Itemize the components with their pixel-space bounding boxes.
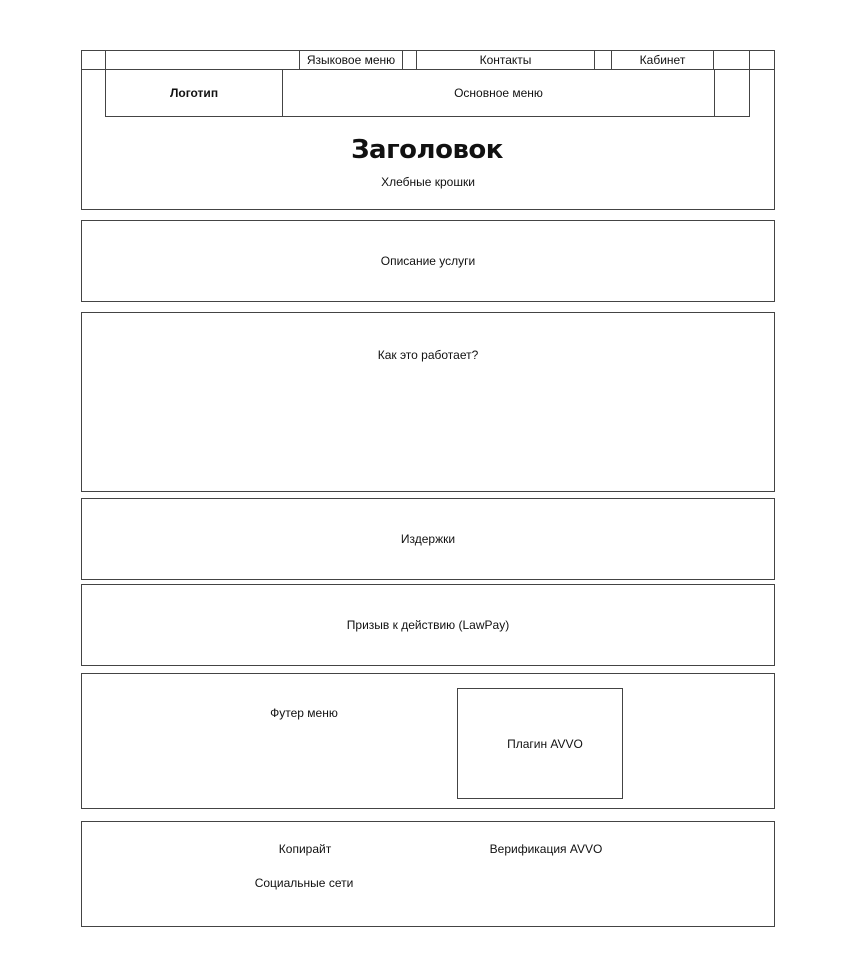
- copyright-label: Копирайт: [278, 842, 332, 856]
- call-to-action-label: Призыв к действию (LawPay): [346, 618, 510, 632]
- contacts-label: Контакты: [479, 53, 532, 67]
- how-it-works-section: [81, 312, 775, 492]
- logo[interactable]: [105, 69, 283, 117]
- cabinet-label: Кабинет: [639, 53, 686, 67]
- avvo-plugin[interactable]: [457, 688, 623, 799]
- top-bar-divider: [105, 50, 106, 70]
- service-description-label: Описание услуги: [380, 254, 476, 268]
- language-menu[interactable]: [299, 50, 403, 70]
- logo-label: Логотип: [169, 86, 219, 100]
- breadcrumbs[interactable]: Хлебные крошки: [381, 175, 475, 189]
- social-networks[interactable]: Социальные сети: [254, 876, 354, 890]
- bottom-footer-section: [81, 821, 775, 927]
- costs-section: [81, 498, 775, 580]
- costs-label: Издержки: [400, 532, 456, 546]
- page-title: Заголовок: [351, 135, 503, 165]
- service-description-section: [81, 220, 775, 302]
- footer-menu-section: [81, 673, 775, 809]
- main-menu-label: Основное меню: [454, 86, 543, 100]
- avvo-plugin-label: Плагин AVVO: [507, 736, 583, 751]
- top-bar-divider: [749, 50, 750, 70]
- how-it-works-label: Как это работает?: [377, 348, 479, 362]
- avvo-verification[interactable]: Верификация AVVO: [489, 842, 603, 856]
- language-menu-label: Языковое меню: [306, 53, 396, 67]
- main-menu[interactable]: [282, 69, 715, 117]
- cabinet-link[interactable]: [611, 50, 714, 70]
- call-to-action-section[interactable]: [81, 584, 775, 666]
- contacts-link[interactable]: [416, 50, 595, 70]
- header-right-cell: [714, 69, 750, 117]
- footer-menu-label[interactable]: Футер меню: [270, 706, 338, 720]
